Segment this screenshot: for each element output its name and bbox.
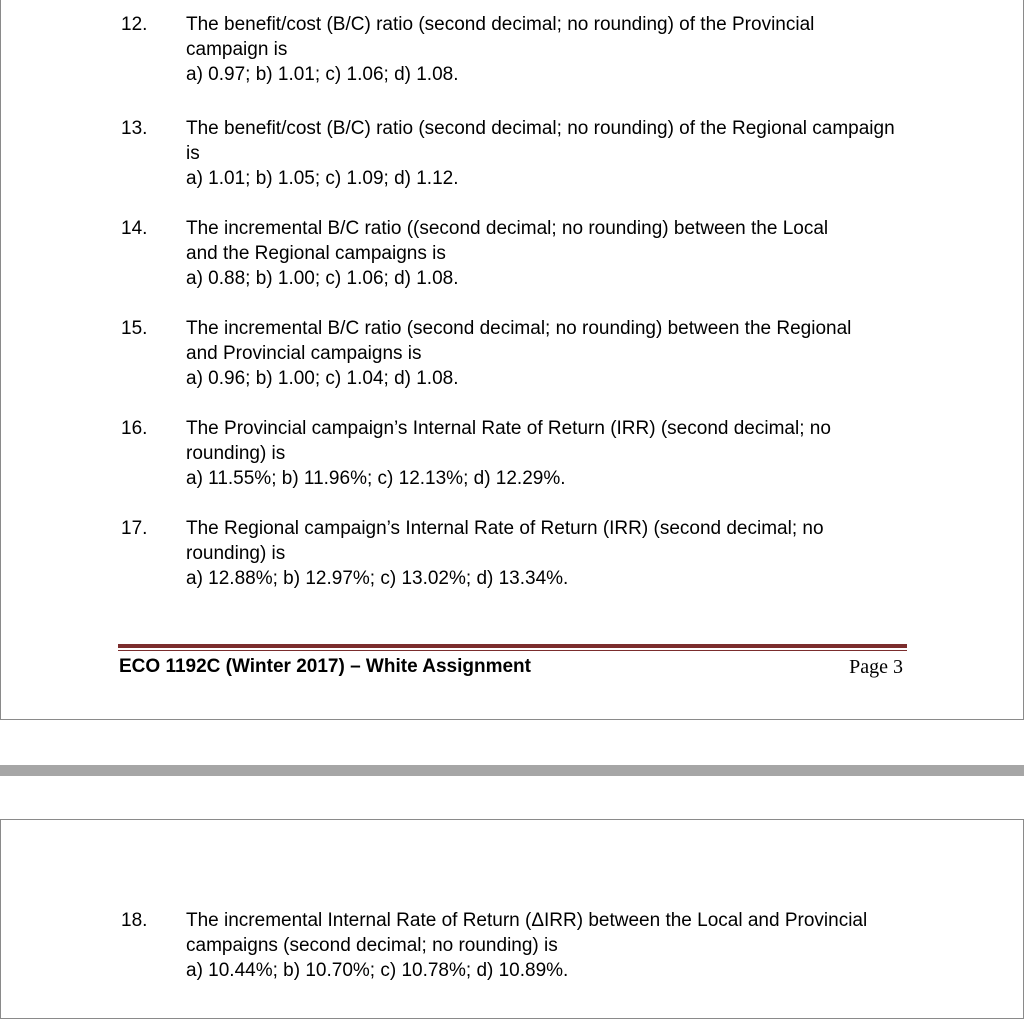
- question-options: a) 12.88%; b) 12.97%; c) 13.02%; d) 13.34%.: [186, 568, 569, 589]
- page-separator: [0, 765, 1024, 776]
- question-body: [186, 316, 916, 391]
- question-text: The benefit/cost (B/C) ratio (second decimal; no rounding) of the Regional campaign is: [186, 118, 895, 164]
- question-number: 16.: [121, 418, 148, 439]
- question-text: The benefit/cost (B/C) ratio (second decimal; no rounding) of the Provincial campaign is: [186, 14, 815, 60]
- question-body: [186, 12, 916, 87]
- question-options: a) 11.55%; b) 11.96%; c) 12.13%; d) 12.29%.: [186, 468, 566, 489]
- question-text: The Regional campaign’s Internal Rate of Return (IRR) (second decimal; no rounding) is: [186, 518, 824, 564]
- question-number: 14.: [121, 218, 148, 239]
- question-body: [186, 908, 916, 983]
- footer-course-title: ECO 1192C (Winter 2017) – White Assignment: [119, 656, 531, 677]
- footer-rule-thin: [118, 650, 907, 651]
- question-options: a) 0.97; b) 1.01; c) 1.06; d) 1.08.: [186, 64, 459, 85]
- question-text: The Provincial campaign’s Internal Rate of Return (IRR) (second decimal; no rounding) is: [186, 418, 831, 464]
- footer-page-number: Page 3: [849, 656, 903, 678]
- question-number: 13.: [121, 118, 148, 139]
- question-text: The incremental B/C ratio ((second decimal; no rounding) between the Local and the Regional campaigns is: [186, 218, 839, 264]
- question-number: 12.: [121, 14, 148, 35]
- question-number: 18.: [121, 910, 148, 931]
- question-number: 17.: [121, 518, 148, 539]
- question-options: a) 10.44%; b) 10.70%; c) 10.78%; d) 10.89%.: [186, 960, 569, 981]
- question-body: [186, 416, 916, 491]
- question-number: 15.: [121, 318, 148, 339]
- question-options: a) 0.88; b) 1.00; c) 1.06; d) 1.08.: [186, 268, 459, 289]
- question-body: [186, 116, 916, 191]
- question-options: a) 1.01; b) 1.05; c) 1.09; d) 1.12.: [186, 168, 459, 189]
- question-body: [186, 516, 916, 591]
- question-text: The incremental B/C ratio (second decimal; no rounding) between the Regional and Provincial campaigns is: [186, 318, 852, 364]
- question-text: The incremental Internal Rate of Return (ΔIRR) between the Local and Provincial campaigns (second decimal; no rounding) is: [186, 910, 868, 956]
- question-body: [186, 216, 916, 291]
- question-options: a) 0.96; b) 1.00; c) 1.04; d) 1.08.: [186, 368, 459, 389]
- footer-rule: [118, 644, 907, 648]
